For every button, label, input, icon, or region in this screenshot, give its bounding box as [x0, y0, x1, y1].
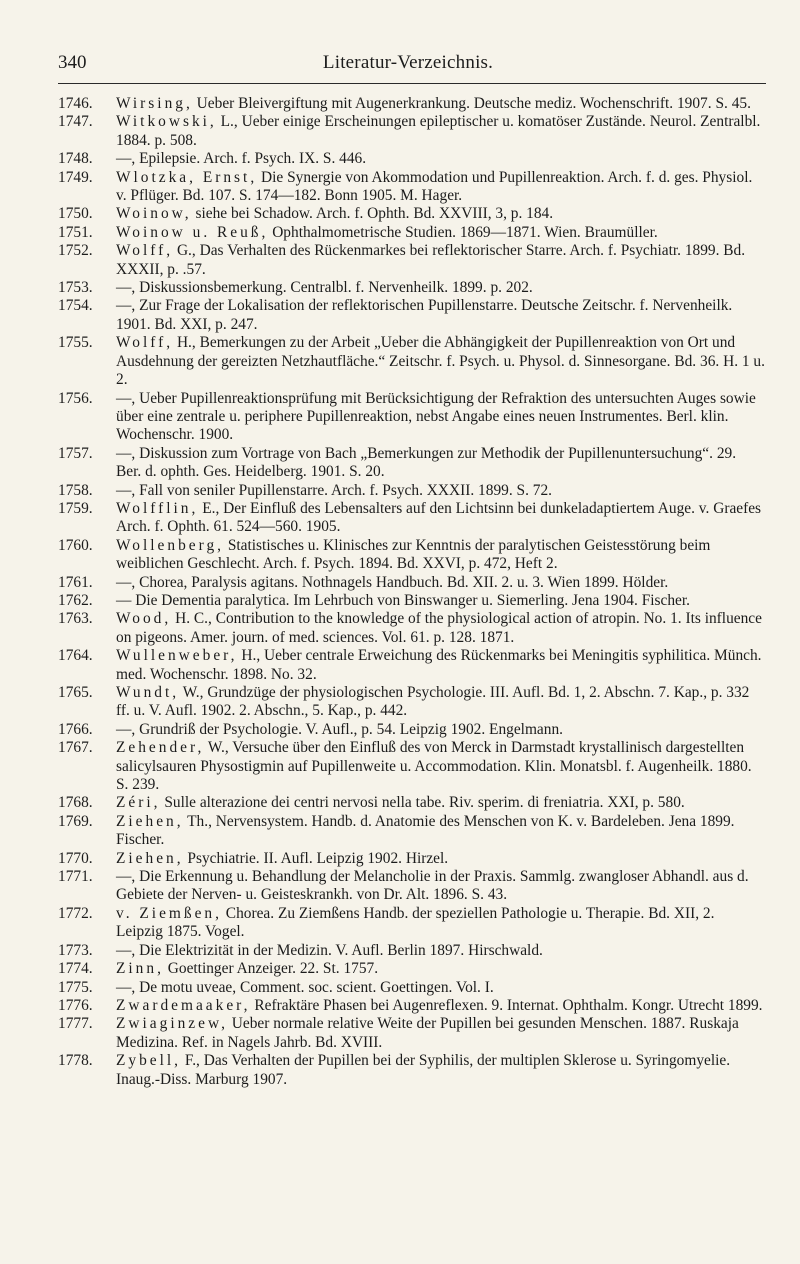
entry-text [116, 574, 765, 592]
entry-text [116, 610, 765, 647]
entry-author: Wullenweber, [116, 647, 238, 665]
entry-citation: G., Das Verhalten des Rückenmarkes bei reflektorischer Starre. Arch. f. Psychiatr. 1899. Bd. XXXII, p. .57. [116, 242, 746, 278]
entry-number: 1774. [58, 960, 93, 978]
bibliography-entry [58, 334, 765, 389]
entry-author: Wirsing, [116, 95, 193, 112]
entry-number: 1770. [58, 849, 93, 867]
entry-number: 1750. [58, 205, 93, 223]
entry-number: 1778. [58, 1052, 93, 1070]
entry-number: 1772. [58, 904, 93, 922]
entry-number: 1775. [58, 978, 93, 996]
header-rule [58, 83, 766, 84]
entry-number: 1746. [58, 95, 93, 112]
bibliography-entry [58, 279, 765, 297]
entry-citation: —, Grundriß der Psychologie. V. Aufl., p. 54. Leipzig 1902. Engelmann. [116, 720, 563, 738]
entry-text [116, 334, 765, 389]
bibliography-entry [58, 95, 765, 113]
entry-citation: L., Ueber einige Erscheinungen epileptischer u. komatöser Zustände. Neurol. Zentralbl. 1884. p. 508. [116, 113, 761, 149]
entry-number: 1753. [58, 279, 93, 297]
entry-text [116, 150, 765, 168]
entry-text [116, 95, 765, 113]
entry-author: Wood, [116, 610, 172, 628]
page-number: 340 [58, 52, 87, 73]
entry-citation: —, Diskussionsbemerkung. Centralbl. f. Nervenheilk. 1899. p. 202. [116, 279, 533, 297]
entry-text [116, 537, 765, 574]
entry-number: 1776. [58, 996, 93, 1014]
entry-citation: —, Chorea, Paralysis agitans. Nothnagels Handbuch. Bd. XII. 2. u. 3. Wien 1899. Hölder. [116, 573, 669, 591]
entry-number: 1758. [58, 481, 93, 499]
page-header [58, 52, 758, 80]
entry-number: 1752. [58, 242, 93, 260]
entry-number: 1759. [58, 499, 93, 517]
entry-number: 1761. [58, 573, 93, 591]
entry-text [116, 979, 765, 997]
entry-number: 1749. [58, 168, 93, 186]
entry-citation: Th., Nervensystem. Handb. d. Anatomie des Menschen von K. v. Bardeleben. Jena 1899. Fischer. [116, 812, 735, 849]
bibliography-entry [58, 868, 765, 905]
bibliography-entry [58, 684, 765, 721]
entry-author: Zehender, [116, 739, 205, 757]
entry-citation: —, De motu uveae, Comment. soc. scient. Goettingen. Vol. I. [116, 978, 494, 996]
entry-citation: siehe bei Schadow. Arch. f. Ophth. Bd. XXVIII, 3, p. 184. [191, 205, 554, 223]
bibliography-entry [58, 537, 765, 574]
entry-number: 1767. [58, 739, 93, 757]
entry-text [116, 297, 765, 334]
bibliography-entry [58, 113, 765, 150]
entry-text [116, 390, 765, 445]
entry-text [116, 482, 765, 500]
entry-citation: W., Versuche über den Einfluß des von Merck in Darmstadt krystallinisch dargestellten salicylsauren Physostigmin auf Pupillenweite u. Accommodation. Klin. Monatsbl. f. Augenheilk. 1880. S. 239. [116, 739, 752, 794]
entry-citation: W., Grundzüge der physiologischen Psychologie. III. Aufl. Bd. 1, 2. Abschn. 7. Kap., p. 332 ff. u. V. Aufl. 1902. 2. Abschn., 5. Kap., p. 442. [116, 684, 750, 720]
entry-author: Woinow, [116, 205, 192, 223]
bibliography-entry [58, 850, 765, 868]
bibliography-entry [58, 960, 765, 978]
entry-citation: —, Epilepsie. Arch. f. Psych. IX. S. 446. [116, 150, 367, 168]
bibliography-entry [58, 224, 765, 242]
entry-number: 1755. [58, 334, 93, 352]
entry-citation: F., Das Verhalten der Pupillen bei der Syphilis, der multiplen Sklerose u. Syringomyelie. Inaug.-Diss. Marburg 1907. [116, 1052, 731, 1088]
entry-author: Wolff, [116, 242, 174, 260]
entry-text [116, 1052, 765, 1089]
entry-author: Zwardemaaker, [116, 996, 251, 1014]
entry-citation: —, Die Erkennung u. Behandlung der Melancholie in der Praxis. Sammlg. zwangloser Abhandl. aus d. Gebiete der Nerven- u. Geisteskrankh. von Dr. Alt. 1896. S. 43. [116, 868, 749, 904]
entry-author: Zwiaginzew, [116, 1015, 228, 1033]
bibliography-entry [58, 1052, 765, 1089]
entry-text [116, 500, 765, 537]
entry-text [116, 592, 765, 610]
entry-text [116, 279, 765, 297]
entry-number: 1747. [58, 113, 93, 131]
entry-citation: —, Die Elektrizität in der Medizin. V. Aufl. Berlin 1897. Hirschwald. [116, 941, 543, 959]
bibliography-entry [58, 610, 765, 647]
entry-citation: Die Synergie von Akommodation und Pupillenreaktion. Arch. f. d. ges. Physiol. v. Pflüger. Bd. 107. S. 174—182. Bonn 1905. M. Hager. [116, 168, 753, 205]
entry-author: Witkowski, [116, 113, 217, 131]
bibliography-entry [58, 739, 765, 794]
entry-number: 1766. [58, 720, 93, 738]
entry-number: 1773. [58, 941, 93, 959]
entry-citation: Chorea. Zu Ziemßens Handb. der speziellen Pathologie u. Therapie. Bd. XII, 2. Leipzig 1875. Vogel. [116, 904, 715, 941]
entry-text [116, 684, 765, 721]
entry-citation: E., Der Einfluß des Lebensalters auf den Lichtsinn bei dunkeladaptiertem Auge. v. Graefes Arch. f. Ophth. 61. 524—560. 1905. [116, 499, 762, 536]
bibliography-entry [58, 297, 765, 334]
bibliography-entry [58, 574, 765, 592]
entry-citation: H., Ueber centrale Erweichung des Rückenmarks bei Meningitis syphilitica. Münch. med. Wochenschr. 1898. No. 32. [116, 647, 762, 683]
bibliography-entry [58, 500, 765, 537]
entry-citation: —, Zur Frage der Lokalisation der reflektorischen Pupillenstarre. Deutsche Zeitschr. f. Nervenheilk. 1901. Bd. XXI, p. 247. [116, 297, 733, 333]
entry-author: Wollenberg, [116, 536, 224, 554]
entry-text [116, 647, 765, 684]
entry-citation: —, Ueber Pupillenreaktionsprüfung mit Berücksichtigung der Refraktion des untersuchten Auges sowie über eine zentrale u. periphere Pupillenreaktion, nebst Angabe eines neuen Instrumentes. Berl. klin. Wochenschr. 1900. [116, 389, 756, 444]
bibliography-entry [58, 150, 765, 168]
entry-citation: H. C., Contribution to the knowledge of the physiological action of atropin. No. 1. Its influence on pigeons. Amer. journ. of med. sciences. Vol. 61. p. 128. 1871. [116, 610, 762, 646]
entry-author: v. Ziemßen, [116, 904, 222, 922]
bibliography-entry [58, 794, 765, 812]
entry-citation: Ueber Bleivergiftung mit Augenerkrankung. Deutsche mediz. Wochenschrift. 1907. S. 45. [192, 95, 751, 112]
entry-number: 1771. [58, 868, 93, 886]
entry-text [116, 997, 765, 1015]
entry-text [116, 242, 765, 279]
entry-number: 1762. [58, 591, 93, 609]
entry-citation: Refraktäre Phasen bei Augenreflexen. 9. Internat. Ophthalm. Kongr. Utrecht 1899. [250, 996, 763, 1014]
bibliography-entry [58, 1015, 765, 1052]
entry-citation: H., Bemerkungen zu der Arbeit „Ueber die Abhängigkeit der Pupillenreaktion von Ort und Ausdehnung der gereizten Netzhautfläche.“ Zeitschr. f. Psych. u. Physol. d. Sinnesorgane. Bd. 36. H. 1 u. 2. [116, 334, 765, 389]
entry-author: Wlotzka, Ernst, [116, 168, 258, 186]
bibliography-entry [58, 390, 765, 445]
entry-number: 1754. [58, 297, 93, 315]
entry-text [116, 905, 765, 942]
entry-text [116, 205, 765, 223]
entry-text [116, 850, 765, 868]
bibliography-list [58, 95, 765, 1089]
entry-citation: — Die Dementia paralytica. Im Lehrbuch von Binswanger u. Siemerling. Jena 1904. Fischer. [116, 591, 691, 609]
entry-text [116, 169, 765, 206]
bibliography-entry [58, 482, 765, 500]
running-title: Literatur-Verzeichnis. [322, 52, 494, 73]
entry-author: Zinn, [116, 960, 164, 978]
entry-citation: Psychiatrie. II. Aufl. Leipzig 1902. Hirzel. [183, 849, 449, 867]
entry-citation: Sulle alterazione dei centri nervosi nella tabe. Riv. sperim. di freniatria. XXI, p. 580. [160, 794, 685, 812]
entry-text [116, 113, 765, 150]
entry-citation: Goettinger Anzeiger. 22. St. 1757. [163, 960, 379, 978]
bibliography-entry [58, 979, 765, 997]
entry-number: 1751. [58, 223, 93, 241]
bibliography-entry [58, 242, 765, 279]
entry-text [116, 942, 765, 960]
entry-number: 1756. [58, 389, 93, 407]
bibliography-entry [58, 721, 765, 739]
entry-text [116, 721, 765, 739]
entry-author: Wundt, [116, 684, 180, 701]
entry-text [116, 868, 765, 905]
entry-author: Zybell, [116, 1052, 182, 1070]
entry-citation: Ueber normale relative Weite der Pupillen bei gesunden Menschen. 1887. Ruskaja Medizina. Ref. in Nagels Jahrb. Bd. XVIII. [116, 1015, 739, 1051]
entry-author: Ziehen, [116, 849, 184, 867]
bibliography-entry [58, 647, 765, 684]
bibliography-entry [58, 997, 765, 1015]
entry-author: Wolfflin, [116, 499, 199, 517]
entry-author: Ziehen, [116, 812, 184, 830]
entry-text [116, 813, 765, 850]
bibliography-entry [58, 905, 765, 942]
entry-number: 1764. [58, 647, 93, 665]
bibliography-entry [58, 942, 765, 960]
entry-author: Wolff, [116, 334, 174, 352]
bibliography-entry [58, 445, 765, 482]
entry-text [116, 794, 765, 812]
entry-citation: —, Diskussion zum Vortrage von Bach „Bemerkungen zur Methodik der Pupillenuntersuchung“. 29. Ber. d. ophth. Ges. Heidelberg. 1901. S. 20. [116, 444, 737, 481]
bibliography-entry [58, 169, 765, 206]
bibliography-entry [58, 813, 765, 850]
entry-number: 1765. [58, 684, 93, 701]
entry-text [116, 445, 765, 482]
entry-number: 1777. [58, 1015, 93, 1033]
entry-citation: —, Fall von seniler Pupillenstarre. Arch. f. Psych. XXXII. 1899. S. 72. [116, 481, 553, 499]
entry-text [116, 224, 765, 242]
entry-citation: Statistisches u. Klinisches zur Kenntnis der paralytischen Geistesstörung beim weiblichen Geschlecht. Arch. f. Psych. 1894. Bd. XXVI, p. 472, Heft 2. [116, 536, 711, 573]
entry-author: Woinow u. Reuß, [116, 223, 269, 241]
entry-number: 1748. [58, 150, 93, 168]
entry-number: 1760. [58, 536, 93, 554]
entry-author: Zéri, [116, 794, 161, 812]
bibliography-entry [58, 592, 765, 610]
entry-number: 1763. [58, 610, 93, 628]
entry-text [116, 960, 765, 978]
entry-number: 1769. [58, 812, 93, 830]
entry-text [116, 739, 765, 794]
entry-number: 1768. [58, 794, 93, 812]
entry-text [116, 1015, 765, 1052]
entry-citation: Ophthalmometrische Studien. 1869—1871. Wien. Braumüller. [268, 223, 658, 241]
bibliography-entry [58, 205, 765, 223]
entry-number: 1757. [58, 444, 93, 462]
